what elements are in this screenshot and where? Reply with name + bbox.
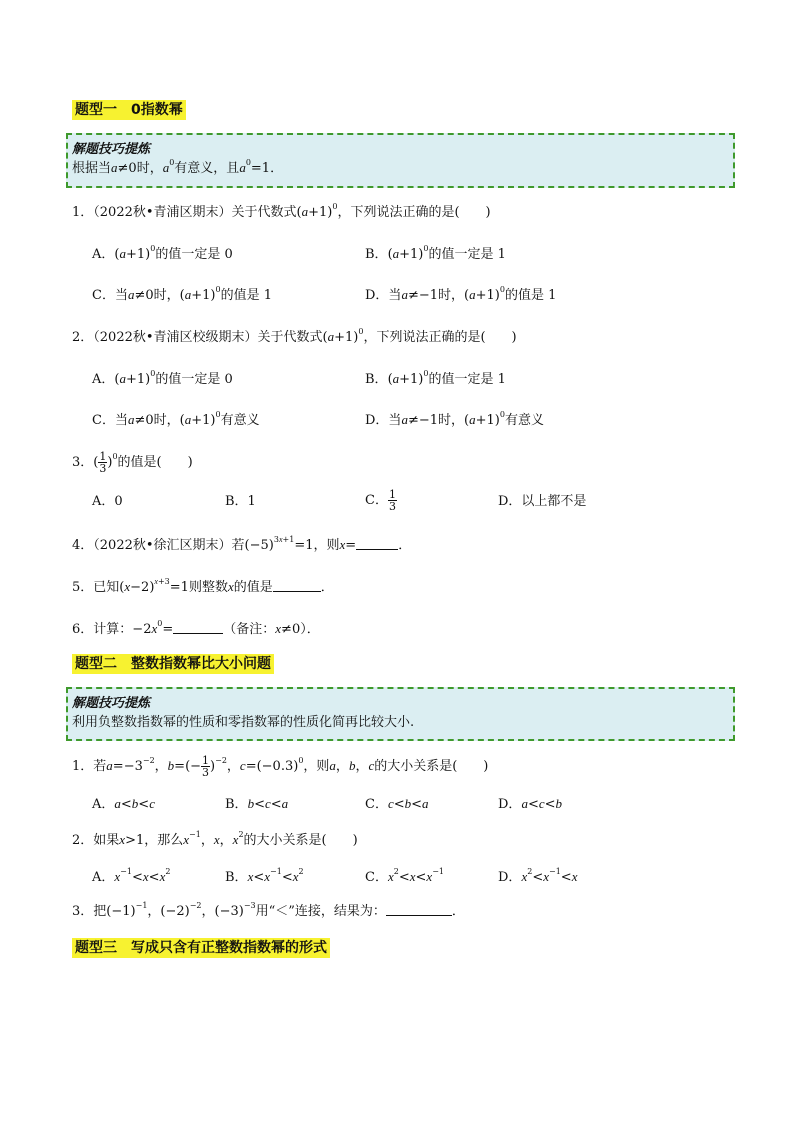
question-5: 5．已知$(x-2)^{x+3}=1$则整数x的值是 ．	[72, 577, 334, 595]
r2-option-c[interactable]: C．$x^2<x<x^{-1}$	[365, 867, 444, 885]
q1-option-c[interactable]: C．当a≠0时，$(a+1)^0$的值是 1	[92, 285, 272, 303]
r1-option-d[interactable]: D．a<c<b	[498, 796, 563, 812]
q3-option-b[interactable]: B．1	[225, 494, 256, 509]
r2-option-b[interactable]: B．$x<x^{-1}<x^2$	[225, 867, 304, 885]
answer-blank[interactable]	[356, 537, 398, 550]
q1-option-d[interactable]: D．当a≠−1时，$(a+1)^0$的值是 1	[365, 285, 557, 303]
q3-option-c[interactable]: C． $\frac{1}{3}$	[365, 488, 396, 513]
question-1: 1．（2022秋•青浦区期末）关于代数式$(a+1)^0$，下列说法正确的是( )	[72, 202, 491, 220]
q1-option-b[interactable]: B．$(a+1)^0$的值一定是 1	[365, 244, 506, 262]
tip-text-2: 利用负整数指数幂的性质和零指数幂的性质化简再比较大小.	[72, 715, 415, 730]
r1-option-b[interactable]: B．b<c<a	[225, 796, 289, 812]
r1-option-a[interactable]: A．a<b<c	[92, 796, 155, 812]
compare-question-3: 3．把$(-1)^{-1}$，$(-2)^{-2}$，$(-3)^{-3}$用“＜”连接，结果为： ．	[72, 901, 465, 919]
question-2: 2．（2022秋•青浦区校级期末）关于代数式$(a+1)^0$，下列说法正确的是( )	[72, 327, 517, 345]
section-heading-2: 题型二 整数指数幂比大小问题	[72, 654, 274, 674]
q3-option-d[interactable]: D．以上都不是	[498, 494, 587, 509]
tip-title: 解题技巧提炼	[72, 696, 151, 711]
compare-question-2: 2．如果x>1，那么$x^{-1}$，x，$x^2$的大小关系是( )	[72, 830, 358, 848]
section-heading-1: 题型一 0指数幂	[72, 100, 186, 120]
q1-option-a[interactable]: A．$(a+1)^0$的值一定是 0	[92, 244, 233, 262]
answer-blank[interactable]	[386, 903, 452, 916]
q2-option-c[interactable]: C．当a≠0时，$(a+1)^0$有意义	[92, 410, 260, 428]
q3-option-a[interactable]: A．0	[92, 494, 123, 509]
r2-option-d[interactable]: D．$x^2<x^{-1}<x$	[498, 867, 578, 885]
q2-option-a[interactable]: A．$(a+1)^0$的值一定是 0	[92, 369, 233, 387]
q2-option-b[interactable]: B．$(a+1)^0$的值一定是 1	[365, 369, 506, 387]
tip-title: 解题技巧提炼	[72, 142, 151, 157]
r1-option-c[interactable]: C．c<b<a	[365, 796, 429, 812]
q2-option-d[interactable]: D．当a≠−1时，$(a+1)^0$有意义	[365, 410, 544, 428]
question-4: 4．（2022秋•徐汇区期末）若$(-5)^{3x+1}=1$，则x= ．	[72, 535, 412, 553]
question-3: 3．( $\frac{1}{3}$ )$^0$的值是( )	[72, 450, 193, 475]
tip-text-1: 根据当a≠0时，$a^0$有意义，且$a^0=1$．	[72, 158, 284, 176]
tip-box-1	[66, 133, 735, 188]
answer-blank[interactable]	[273, 579, 321, 592]
r2-option-a[interactable]: A．$x^{-1}<x<x^2$	[92, 867, 171, 885]
compare-question-1: 1．若$a=-3^{-2}$，b=(− $\frac{1}{3}$ )$^{-2}$，$c=(-0.3)^0$，则a，b，c的大小关系是( )	[72, 754, 489, 779]
section-heading-3: 题型三 写成只含有正整数指数幂的形式	[72, 938, 330, 958]
tip-box-2	[66, 687, 735, 741]
question-6: 6．计算：$-2x^0=$ （备注：x≠0）．	[72, 619, 320, 637]
answer-blank[interactable]	[173, 621, 223, 634]
